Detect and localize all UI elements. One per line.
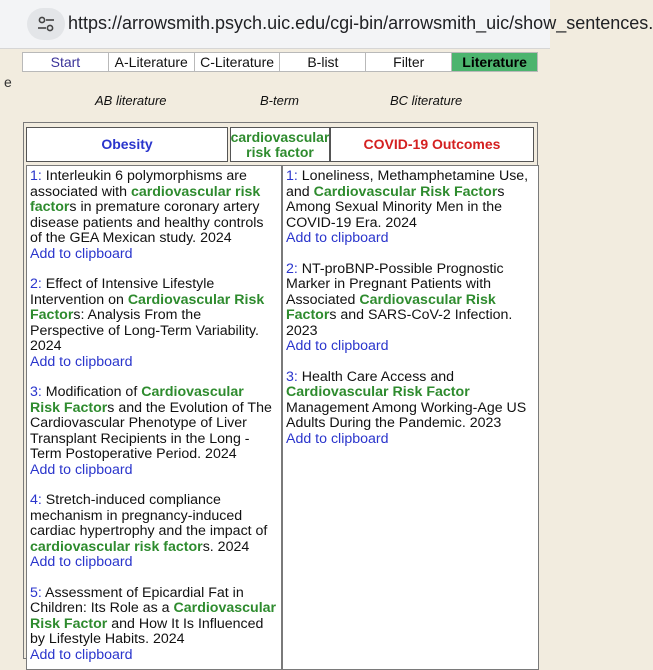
tune-icon [37,15,55,33]
nav-a-literature[interactable]: A-Literature [108,53,194,72]
entry-number: 4: [30,492,42,508]
entry-text: s and SARS-CoV-2 Infection. 2023 [286,307,513,339]
nav-b-list[interactable]: B-list [280,53,366,72]
add-to-clipboard-link[interactable]: Add to clipboard [286,338,389,354]
add-to-clipboard-link[interactable]: Add to clipboard [30,461,133,478]
entry-text: and How It Is Influenced by Lifestyle Habits. 2024 [30,615,264,647]
b-term-highlight: cardiovascular risk factor [30,183,261,215]
add-to-clipboard-link[interactable]: Add to clipboard [286,430,389,447]
list-item [30,169,277,262]
ab-sentence-list [26,165,282,670]
ab-literature-header: AB literature [95,93,167,108]
entry-text: Stretch-induced compliance mechanism in pregnancy-induced cardiac hypertrophy and the impact of [30,492,268,539]
literature-table [23,122,538,663]
b-term-highlight: Cardiovascular Risk Factor [286,291,496,323]
bc-sentence-list [282,165,539,670]
entry-text: Health Care Access and [297,368,454,385]
site-settings-button[interactable] [27,8,65,40]
c-term-box [330,127,534,162]
entry-text: s: Analysis From the Perspective of Long-Term Variability. 2024 [30,307,259,354]
b-term-highlight: Cardiovascular Risk Factor [30,384,244,416]
entry-text: Assessment of Epicardial Fat in Children: Its Role as a [30,584,244,616]
add-to-clipboard-link[interactable]: Add to clipboard [30,646,133,663]
list-item [30,493,277,571]
entry-number: 3: [30,384,42,400]
list-item [30,277,277,370]
entry-number: 5: [30,584,42,601]
a-term: Obesity [101,136,153,152]
b-term-highlight: cardiovascular risk factor [30,538,203,555]
entry-text: NT-proBNP-Possible Prognostic Marker in Pregnant Patients with Associated [286,260,504,308]
b-term-box [230,127,330,162]
entry-text: s in premature coronary artery disease patients and healthy controls of the GEA Mexican study. 2024 [30,199,264,246]
address-bar [0,0,653,49]
entry-number: 1: [30,168,42,184]
list-item [286,370,534,448]
entry-text: Interleukin 6 polymorphisms are associated with [30,168,247,200]
add-to-clipboard-link[interactable]: Add to clipboard [30,353,133,370]
c-term: COVID-19 Outcomes [363,136,501,152]
side-mark: e [4,74,12,90]
b-term-header: B-term [260,93,299,108]
nav-literature[interactable]: Literature [452,53,538,72]
b-term-highlight: Cardiovascular Risk Factor [30,600,277,632]
nav-filter[interactable]: Filter [366,53,452,72]
entry-text: Management Among Working-Age US Adults During the Pandemic. 2023 [286,399,527,431]
nav-start[interactable]: Start [23,53,109,72]
entry-text: s Among Sexual Minority Men in the COVID-19 Era. 2024 [286,183,505,231]
bc-literature-header: BC literature [390,93,463,108]
list-item [286,262,534,355]
entry-text: s and the Evolution of The Cardiovascular Phenotype of Liver Transplant Recipients in the Long -Term Postoperative Period. 2024 [30,399,272,462]
url-text[interactable]: https://arrowsmith.psych.uic.edu/cgi-bin/arrowsmith_uic/show_sentences. [68,13,653,33]
list-item [30,385,277,478]
entry-text: Modification of [41,384,142,400]
add-to-clipboard-link[interactable]: Add to clipboard [286,230,389,246]
entry-number: 2: [286,260,298,277]
b-term-highlight: Cardiovascular Risk Factor [286,384,470,400]
entry-text: Loneliness, Methamphetamine Use, and [286,168,529,200]
b-term: cardiovascular risk factor [230,128,330,160]
list-item [286,169,534,247]
b-term-highlight: Cardiovascular Risk Factor [313,183,498,200]
entry-text: Effect of Intensive Lifestyle Intervention on [30,276,215,308]
entry-number: 2: [30,276,42,292]
nav-bar [22,52,538,72]
a-term-box [26,127,228,162]
b-term-highlight: Cardiovascular Risk Factor [30,291,265,323]
add-to-clipboard-link[interactable]: Add to clipboard [30,554,133,570]
list-item [30,586,277,664]
add-to-clipboard-link[interactable]: Add to clipboard [30,245,133,262]
entry-number: 3: [286,368,298,385]
nav-c-literature[interactable]: C-Literature [194,53,280,72]
entry-text: s. 2024 [202,538,250,555]
entry-number: 1: [286,168,298,184]
